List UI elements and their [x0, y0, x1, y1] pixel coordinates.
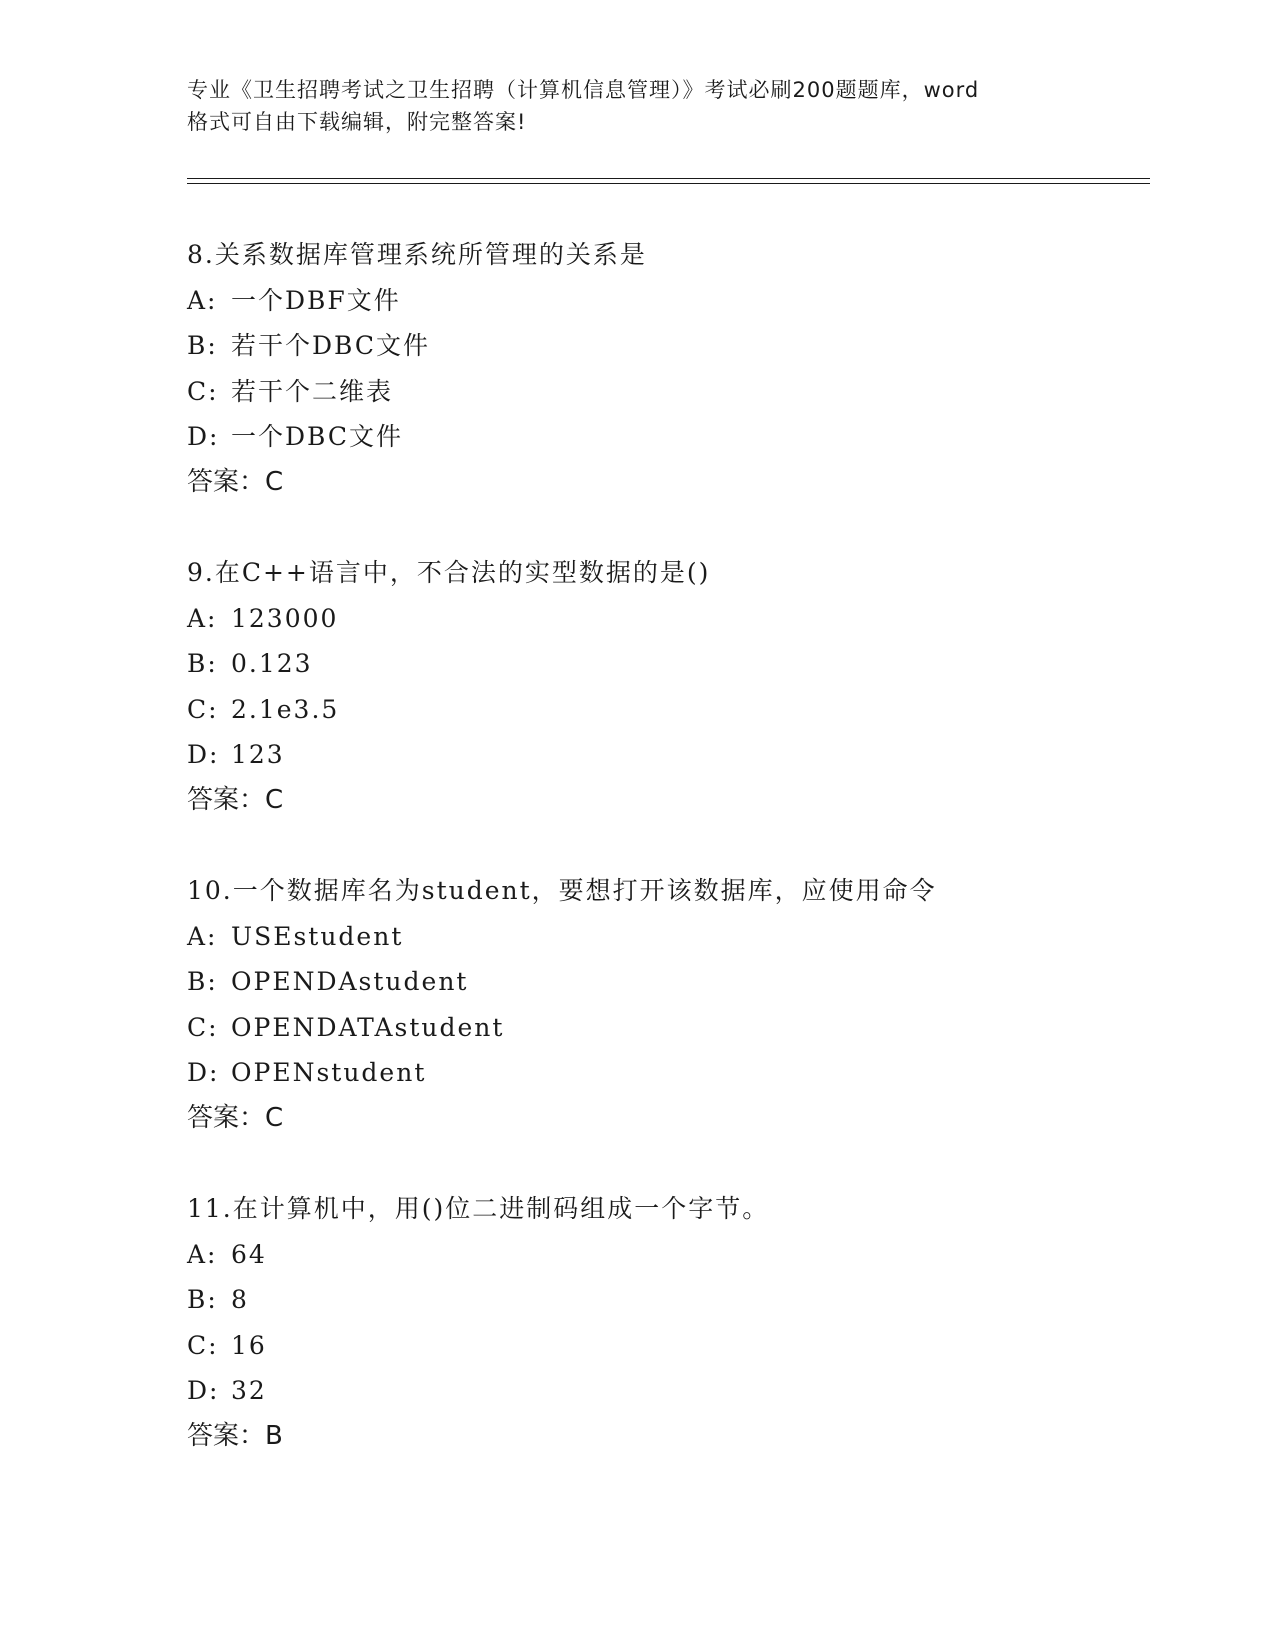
option-label: A:	[187, 603, 218, 633]
header-line-1: 专业《卫生招聘考试之卫生招聘（计算机信息管理）》考试必刷200题题库，word	[187, 78, 980, 102]
option-b	[187, 641, 1167, 687]
question-title: 10.一个数据库名为student，要想打开该数据库，应使用命令	[187, 876, 937, 905]
question-9	[187, 550, 1167, 823]
option-text: 64	[231, 1239, 267, 1269]
option-label: C:	[187, 1012, 219, 1042]
header-divider-top	[187, 178, 1150, 179]
question-title: 11.在计算机中，用()位二进制码组成一个字节。	[187, 1194, 770, 1223]
option-c	[187, 369, 1167, 415]
option-a	[187, 596, 1167, 642]
header-divider-bottom	[187, 183, 1150, 184]
question-title: 9.在C++语言中，不合法的实型数据的是()	[187, 558, 711, 587]
option-label: B:	[187, 1285, 218, 1314]
option-text: USEstudent	[231, 921, 404, 951]
option-label: A:	[187, 1239, 218, 1269]
answer-text: 答案：B	[187, 1420, 283, 1451]
option-text: 123000	[231, 603, 339, 633]
question-10	[187, 868, 1167, 1141]
option-text: 0.123	[231, 649, 313, 678]
option-text: 若干个二维表	[231, 376, 394, 406]
option-text: OPENDATAstudent	[231, 1012, 505, 1042]
option-text: OPENDAstudent	[231, 967, 469, 996]
option-c	[187, 1323, 1167, 1369]
option-text: 16	[231, 1330, 267, 1360]
answer-text: 答案：C	[187, 466, 284, 497]
answer-text: 答案：C	[187, 1102, 284, 1133]
document-header	[187, 74, 1087, 138]
question-8	[187, 232, 1167, 505]
header-line-2: 格式可自由下载编辑，附完整答案!	[187, 110, 527, 134]
option-text: 32	[231, 1376, 267, 1405]
option-label: A:	[187, 921, 218, 951]
option-label: D:	[187, 1376, 220, 1405]
option-text: 8	[231, 1285, 249, 1314]
option-label: D:	[187, 422, 220, 451]
option-text: 一个DBF文件	[231, 285, 401, 315]
option-text: 若干个DBC文件	[231, 331, 431, 360]
option-d	[187, 1368, 1167, 1414]
option-text: 一个DBC文件	[231, 422, 404, 451]
option-text: 2.1e3.5	[231, 694, 340, 724]
option-label: D:	[187, 1058, 220, 1087]
option-text: OPENstudent	[231, 1058, 427, 1087]
option-a	[187, 1232, 1167, 1278]
option-d	[187, 732, 1167, 778]
option-c	[187, 687, 1167, 733]
option-label: D:	[187, 740, 220, 769]
option-d	[187, 414, 1167, 460]
option-label: A:	[187, 285, 218, 315]
option-d	[187, 1050, 1167, 1096]
option-label: B:	[187, 649, 218, 678]
option-a	[187, 278, 1167, 324]
option-label: B:	[187, 331, 218, 360]
answer-text: 答案：C	[187, 784, 284, 815]
option-b	[187, 323, 1167, 369]
option-text: 123	[231, 740, 285, 769]
option-label: C:	[187, 1330, 219, 1360]
option-label: C:	[187, 694, 219, 724]
option-b	[187, 959, 1167, 1005]
option-label: C:	[187, 376, 219, 406]
option-c	[187, 1005, 1167, 1051]
question-title: 8.关系数据库管理系统所管理的关系是	[187, 240, 647, 269]
option-a	[187, 914, 1167, 960]
option-label: B:	[187, 967, 218, 996]
option-b	[187, 1277, 1167, 1323]
question-11	[187, 1186, 1167, 1459]
